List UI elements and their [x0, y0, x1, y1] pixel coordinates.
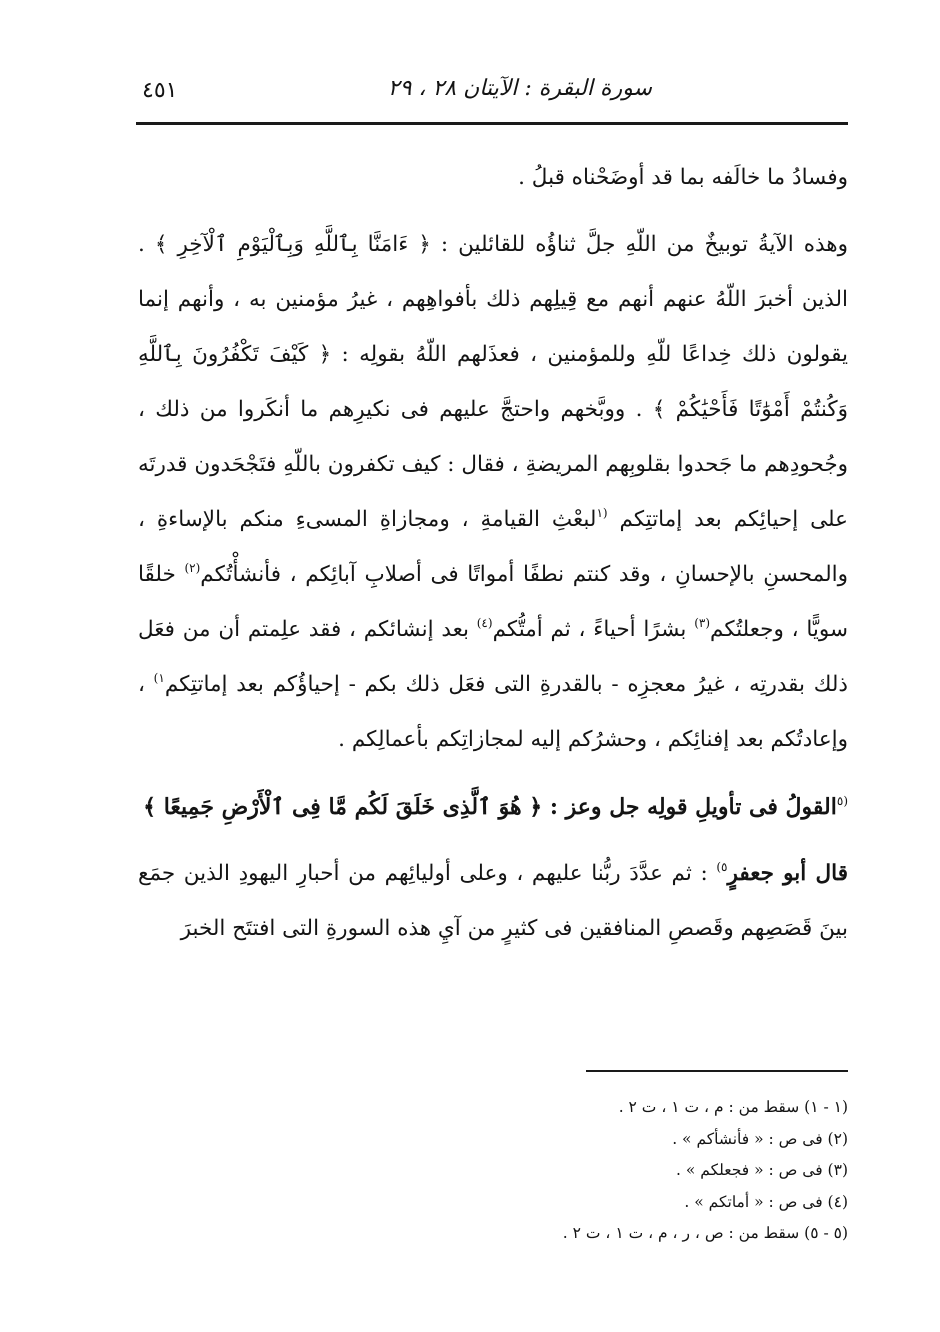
paragraph-2 — [138, 217, 848, 767]
text-segment: خلقًا سويًّا ، وجعلتُكم — [138, 562, 848, 642]
footnote-marker: (٢) — [184, 561, 201, 575]
speaker-lead: قال أبو جعفرٍ — [727, 861, 848, 886]
quran-quote: ﴿ هُوَ ٱلَّذِى خَلَقَ لَكُم مَّا فِى ٱلْأَرْضِ جَمِيعًا ﴾ — [143, 794, 543, 820]
text-segment: ، وإعادتُكم بعد إفنائِكم ، وحشرُكم إليه لمجازاتِكم بأعمالِكم . — [138, 672, 848, 752]
footnotes — [438, 1092, 848, 1250]
text-segment: . ووبَّخهم واحتجَّ عليهم فى نكيرِهم ما أنكَروا من ذلك ، وجُحودِهم ما جَحدوا بقلوبِهم المريضةِ ، فقال : كيف تكفرون باللّهِ فتَجْحَدون قدرتَه على إحيائِكم بعد إماتتِكم — [138, 397, 848, 532]
paragraph-4 — [138, 846, 848, 956]
footnote: (٥ - ٥) سقط من : ص ، ر ، م ، ت ١ ، ت ٢ . — [562, 1224, 848, 1242]
footnote: (٢) فى ص : « فأنشأكم » . — [672, 1129, 848, 1148]
running-title: سورة البقرة : الآيتان ٢٨ ، ٢٩ — [387, 76, 652, 101]
header-rule — [136, 122, 848, 125]
quran-quote: ﴿ ءَامَنَّا بِٱللَّهِ وَبِٱلْيَوْمِ ٱلْآخِرِ ﴾ — [154, 232, 431, 257]
section-heading — [138, 779, 848, 836]
text-segment: وهذه الآيةُ توبيخٌ من اللّهِ جلَّ ثناؤُه للقائلين : — [430, 232, 849, 257]
main-text — [138, 150, 848, 966]
footnote-marker: (٥ — [836, 794, 848, 808]
footnote: (٤) فى ص : « أماتكم » . — [684, 1192, 848, 1211]
footnote: (١ - ١) سقط من : م ، ت ١ ، ت ٢ . — [618, 1098, 848, 1116]
footnote-marker: ٥) — [716, 860, 728, 874]
text-segment: : ثم عدَّدَ ربُّنا عليهم ، وعلى أوليائِهم من أحبارِ اليهودِ الذين جمَع بينَ قَصَصِهم وقَصصِ المنافقين فى كثيرٍ من آيِ هذه السورةِ التى افتتَح الخبرَ — [138, 861, 848, 941]
text-segment: . الذين أخبرَ اللّهُ عنهم أنهم مع قِيلِهم ذلك بأفواهِهم ، غيرُ مؤمنين به ، وأنهم إنما يقولون ذلك خِداعًا للّهِ وللمؤمنين ، فعذَلهم اللّهُ بقولِه : — [138, 232, 848, 367]
paragraph-1: وفسادُ ما خالَفه بما قد أوضَحْناه قبلُ . — [518, 165, 848, 190]
text-segment: بشرًا أحياءً ، ثم أمتُّكم — [492, 617, 695, 642]
quran-quote: ﴿ كَيْفَ تَكْفُرُونَ بِٱللَّهِ وَكُنتُمْ أَمْوَٰتًا فَأَحْيَٰكُمْ ﴾ — [138, 342, 848, 422]
footnote-marker: (١ — [596, 506, 608, 520]
footnote-rule — [586, 1070, 848, 1072]
heading-lead: القولُ فى تأويلِ قولِه جل وعز : — [542, 794, 837, 820]
footnote-marker: (٤) — [476, 616, 493, 630]
footnote: (٣) فى ص : « فجعلكم » . — [675, 1161, 848, 1179]
footnote-marker: (٣) — [694, 616, 711, 630]
page-number: ٤٥١ — [142, 78, 178, 103]
text-segment: بعد إنشائكم ، فقد علِمتم أن من فعَل ذلك بقدرتِه ، غيرُ معجزِه - بالقدرةِ التى فعَل ذلك بكم - إحياؤُكم بعد إماتتِكم — [138, 617, 848, 697]
text-segment: لبعْثِ القيامةِ ، ومجازاةِ المسىءِ منكم بالإساءةِ ، والمحسنِ بالإحسانِ ، وقد كنتم نطفًا أمواتًا فى أصلابِ آبائِكم ، فأنشأْتُكم — [138, 507, 848, 587]
page-header — [138, 74, 848, 114]
footnote-marker: ١) — [153, 671, 165, 685]
